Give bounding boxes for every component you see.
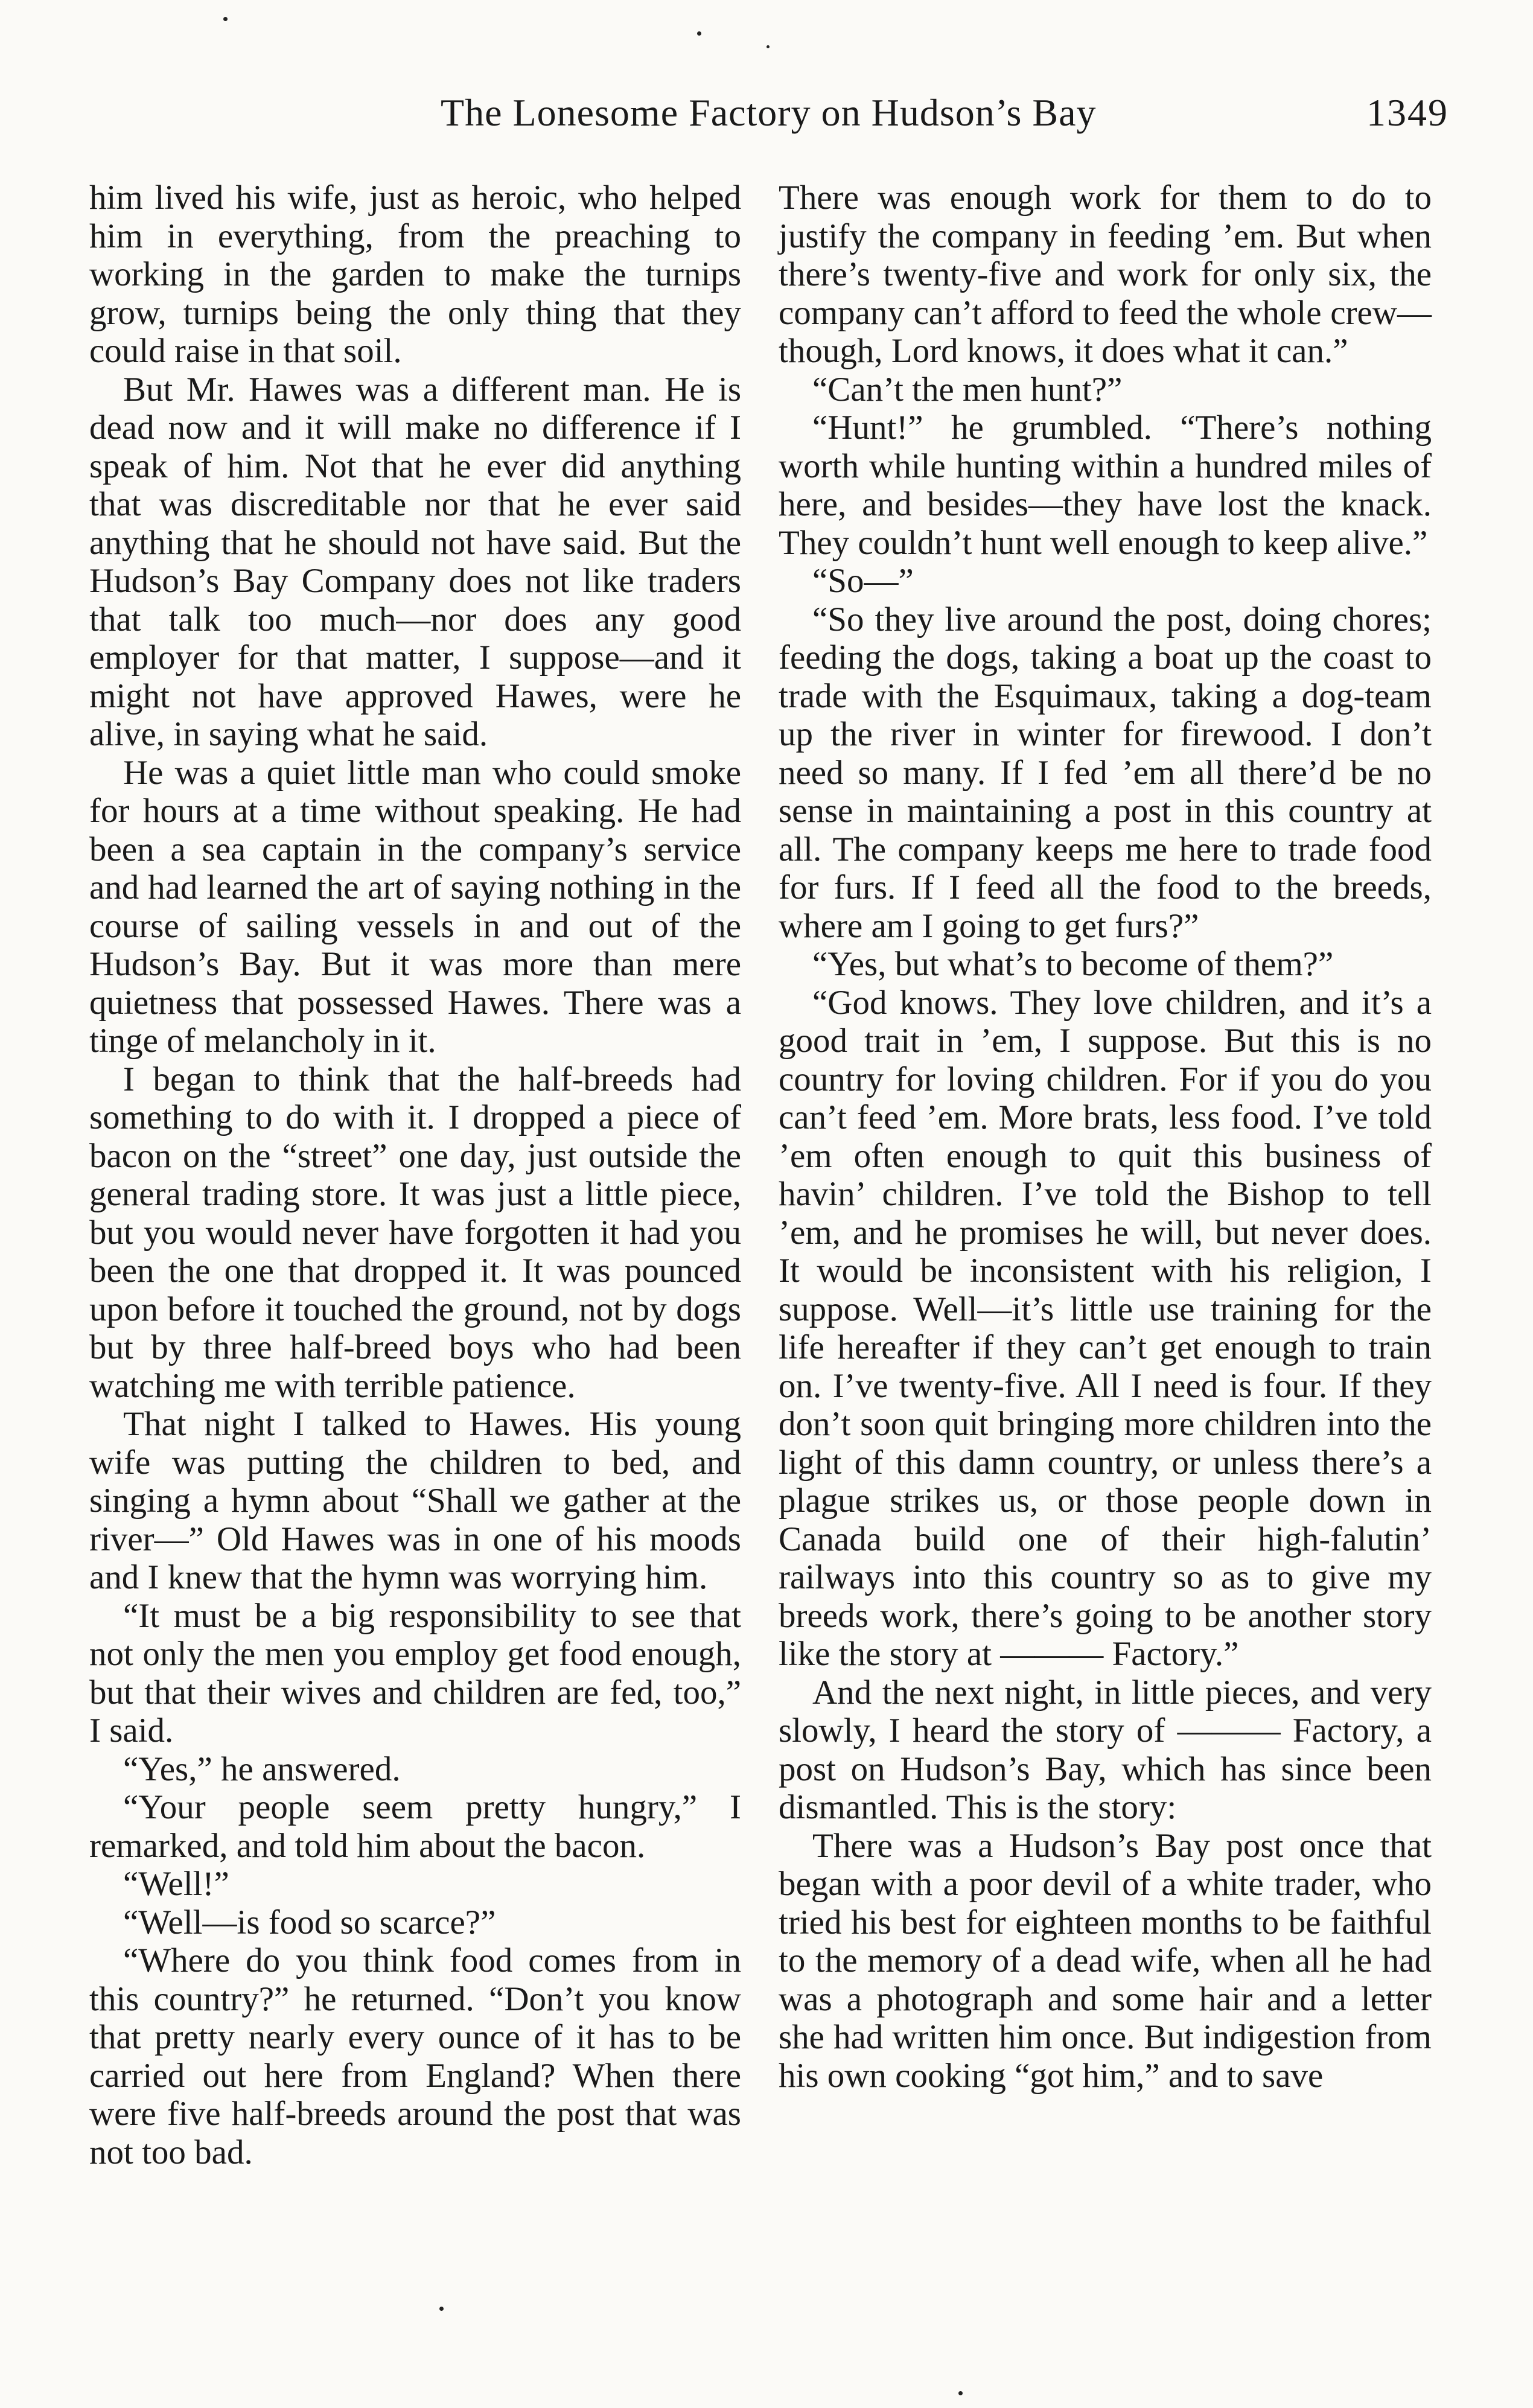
paragraph: “It must be a big responsibility to see that not only the men you employ get food enough, but that their wives and children are fed, too,” I said. (89, 1596, 741, 1750)
paragraph: I began to think that the half-breeds had something to do with it. I dropped a piece of bacon on the “street” one day, just outside the general trading store. It was just a little piece, but you would never have forgotten it had you been the one that dropped it. It was pounced upon before it touched the ground, not by dogs but by three half-breed boys who had been watching me with terrible patience. (89, 1060, 741, 1405)
right-column (779, 179, 1432, 2095)
scan-speck (766, 45, 770, 48)
scan-speck (958, 2391, 963, 2395)
running-head (441, 91, 1449, 145)
paragraph: There was a Hudson’s Bay post once that began with a poor devil of a white trader, who tried his best for eighteen months to be faithful to the memory of a dead wife, when all he had was a photograph and some hair and a letter she had written him once. But indigestion from his own cooking “got him,” and to save (779, 1826, 1432, 2095)
paragraph: And the next night, in little pieces, and very slowly, I heard the story of ——— Factory, a post on Hudson’s Bay, which has since been dismantled. This is the story: (779, 1673, 1432, 1826)
paragraph: He was a quiet little man who could smoke for hours at a time without speaking. He had been a sea captain in the company’s service and had learned the art of saying nothing in the course of sailing vessels in and out of the Hudson’s Bay. But it was more than mere quietness that possessed Hawes. There was a tinge of melancholy in it. (89, 753, 741, 1060)
scan-speck (223, 17, 228, 21)
paragraph: “Well—is food so scarce?” (123, 1903, 496, 1941)
scan-speck (697, 31, 701, 36)
paragraph: “Your people seem pretty hungry,” I remarked, and told him about the bacon. (89, 1788, 741, 1865)
paragraph: “So they live around the post, doing chores; feeding the dogs, taking a boat up the coast to trade with the Esquimaux, taking a dog-team up the river in winter for firewood. I don’t need so many. If I fed ’em all there’d be no sense in maintaining a post in this country at all. The company keeps me here to trade food for furs. If I feed all the food to the breeds, where am I going to get furs?” (779, 600, 1432, 945)
paragraph: “Yes,” he answered. (123, 1750, 401, 1788)
running-title: The Lonesome Factory on Hudson’s Bay (441, 91, 1097, 134)
paragraph: That night I talked to Hawes. His young wife was putting the children to bed, and singing a hymn about “Shall we gather at the river—” Old Hawes was in one of his moods and I knew that the hymn was worrying him. (89, 1405, 741, 1596)
paragraph: But Mr. Hawes was a different man. He is dead now and it will make no difference if I speak of him. Not that he ever did anything that was discreditable nor that he ever said anything that he should not have said. But the Hudson’s Bay Company does not like traders that talk too much—nor does any good employer for that matter, I suppose—and it might not have approved Hawes, were he alive, in saying what he said. (89, 370, 741, 753)
paragraph: There was enough work for them to do to justify the company in feeding ’em. But when there’s twenty-five and work for only six, the company can’t afford to feed the whole crew—though, Lord knows, it does what it can.” (779, 179, 1432, 370)
scan-speck (439, 2307, 444, 2311)
paragraph: “Yes, but what’s to become of them?” (812, 945, 1334, 983)
paragraph: “God knows. They love children, and it’s a good trait in ’em, I suppose. But this is no country for loving children. For if you do you can’t feed ’em. More brats, less food. I’ve told ’em often enough to quit this business of havin’ children. I’ve told the Bishop to tell ’em, and he promises he will, but never does. It would be inconsistent with his religion, I suppose. Well—it’s little use training for the life hereafter if they can’t get enough to train on. I’ve twenty-five. All I need is four. If they don’t soon quit bringing more children into the light of this damn country, or unless there’s a plague strikes us, or those people down in Canada build one of their high-falutin’ railways into this country so as to give my breeds work, there’s going to be another story like the story at ——— Factory.” (779, 983, 1432, 1673)
paragraph: “Can’t the men hunt?” (812, 370, 1123, 409)
paragraph: “Well!” (123, 1865, 229, 1903)
page-number: 1349 (1366, 91, 1449, 134)
paragraph: “Hunt!” he grumbled. “There’s nothing worth while hunting within a hundred miles of here, and besides—they have lost the knack. They couldn’t hunt well enough to keep alive.” (779, 409, 1432, 562)
paragraph: him lived his wife, just as heroic, who helped him in everything, from the preaching to working in the garden to make the turnips grow, turnips being the only thing that they could raise in that soil. (89, 179, 741, 370)
left-column (89, 179, 741, 2171)
paragraph: “Where do you think food comes from in this country?” he returned. “Don’t you know that pretty nearly every ounce of it has to be carried out here from England? When there were five half-breeds around the post that was not too bad. (89, 1941, 741, 2171)
paragraph: “So—” (812, 562, 914, 600)
